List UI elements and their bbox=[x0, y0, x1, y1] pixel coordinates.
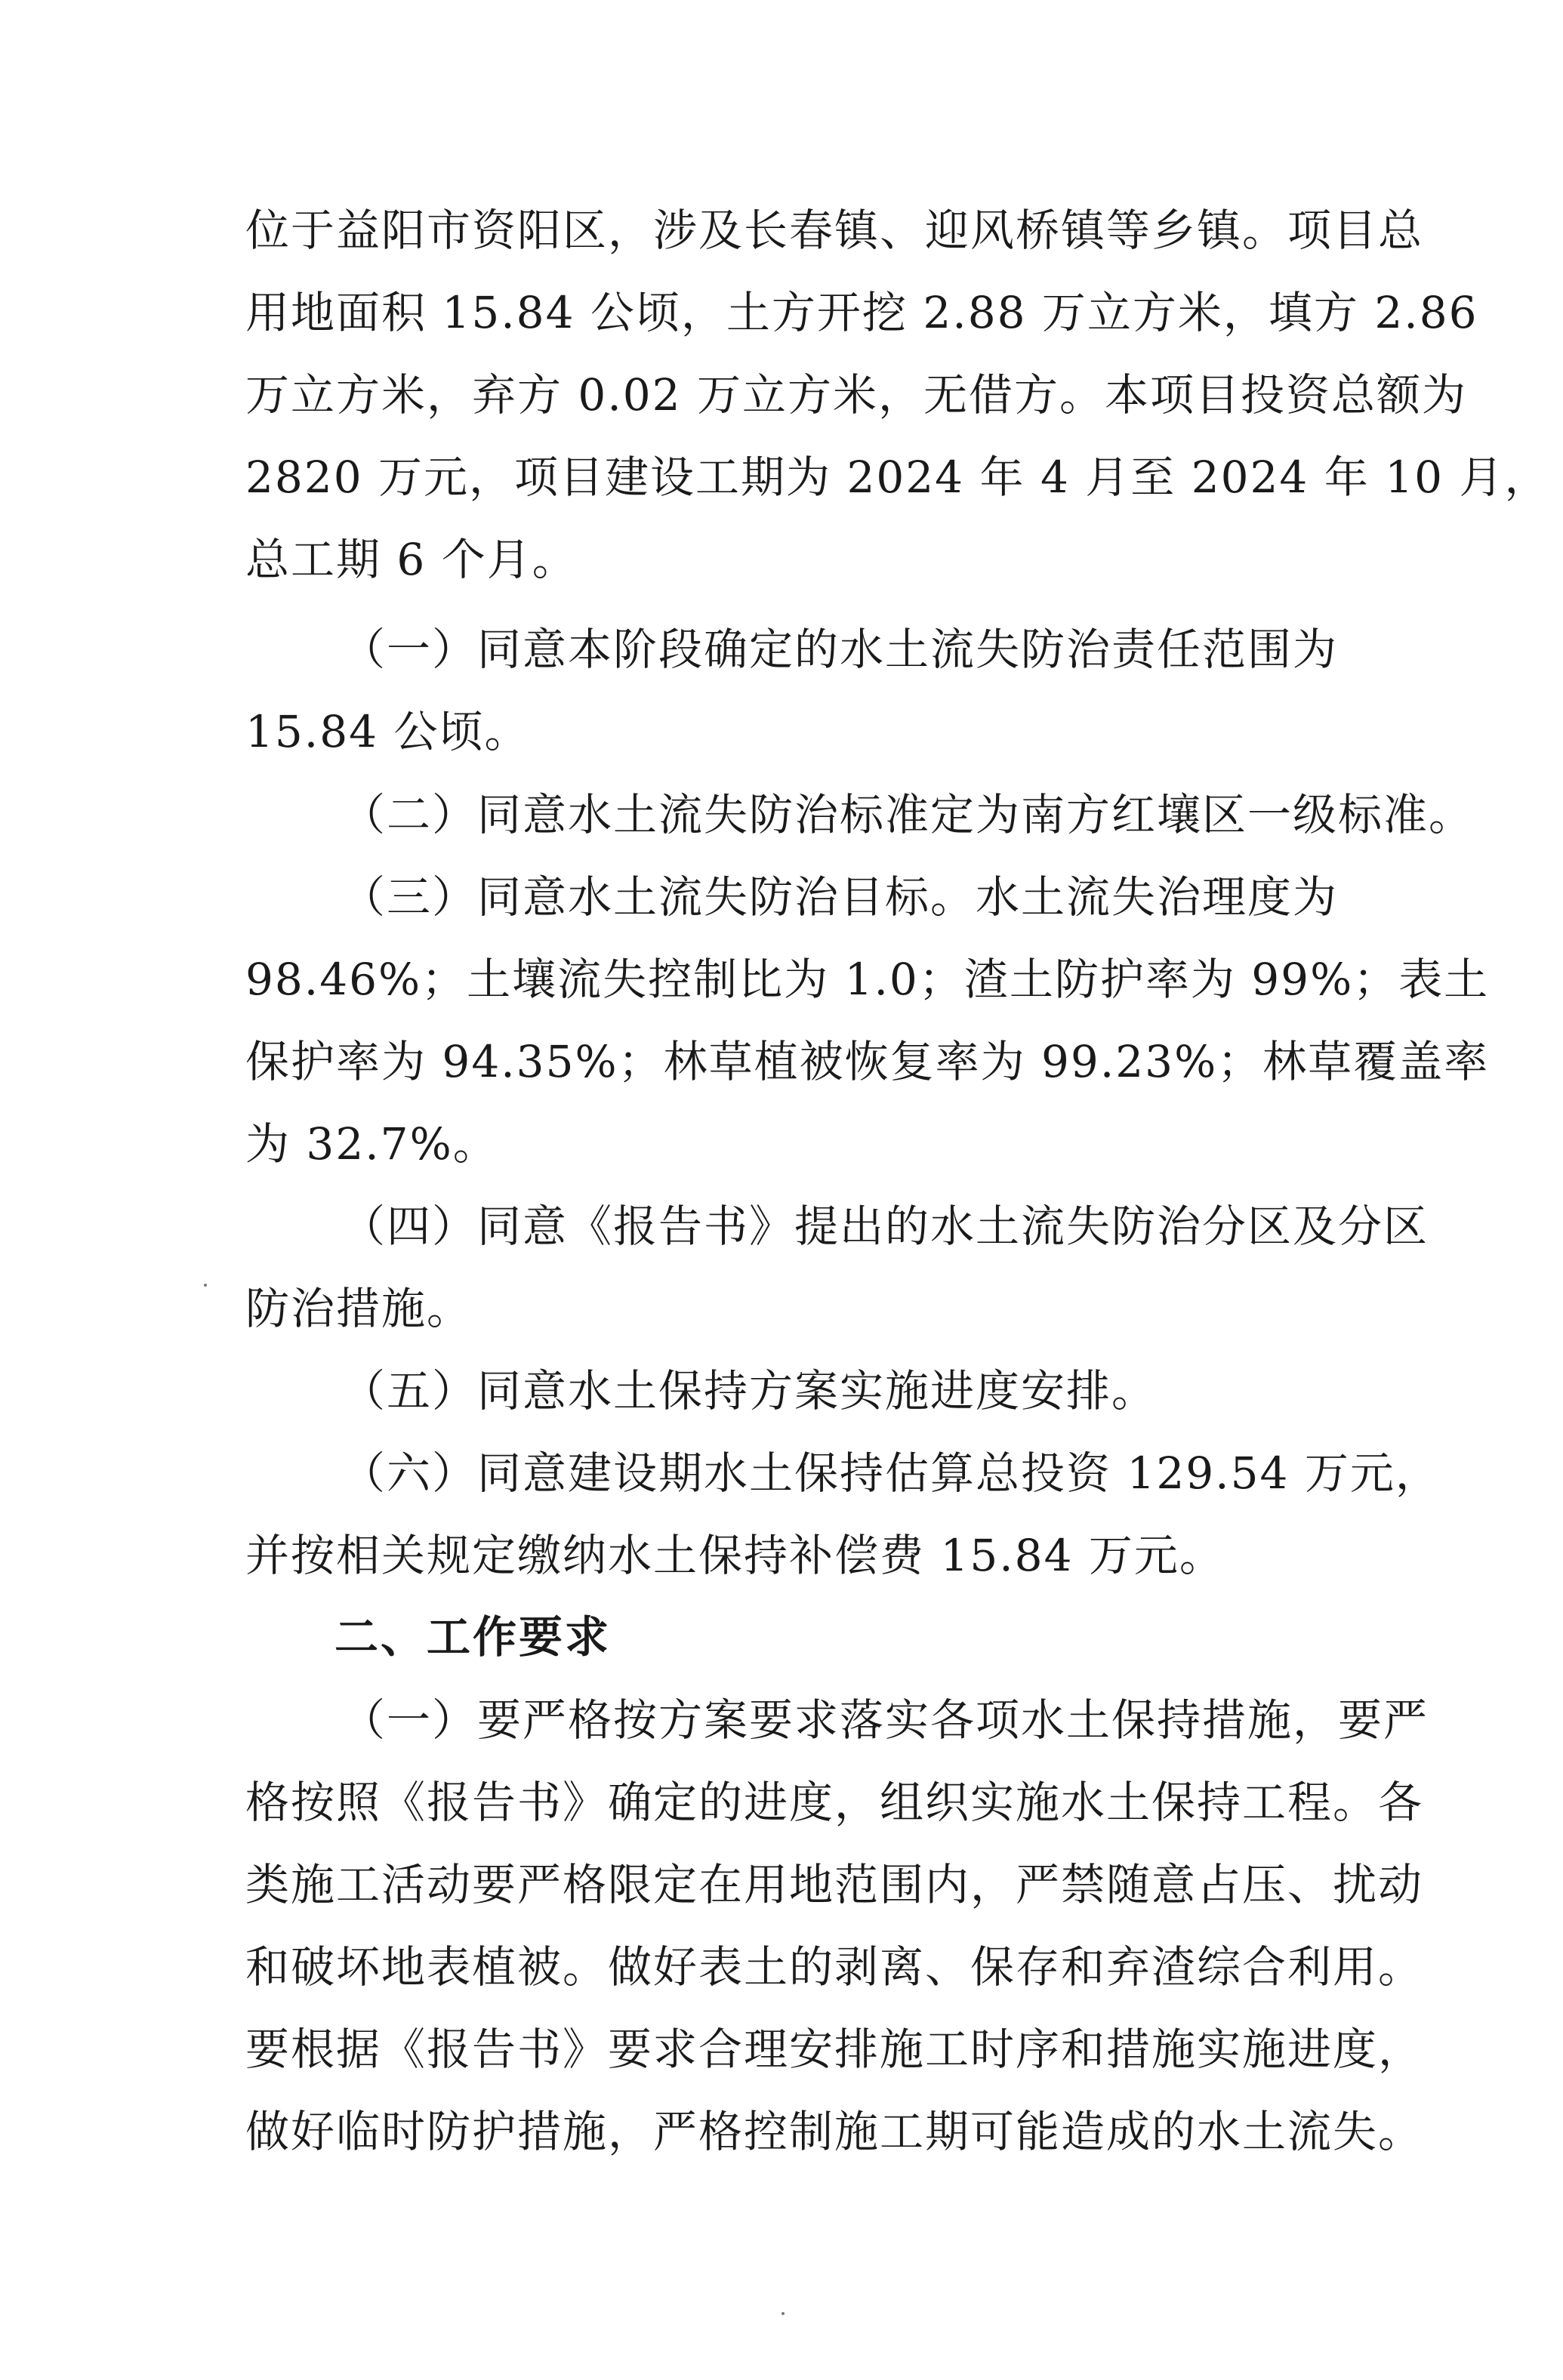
text-line: 要根据《报告书》要求合理安排施工时序和措施实施进度， bbox=[245, 2024, 1424, 2075]
section-heading: 二、工作要求 bbox=[334, 1611, 612, 1663]
text-line: 做好临时防护措施，严格控制施工期可能造成的水土流失。 bbox=[245, 2106, 1424, 2157]
text-line: （二）同意水土流失防治标准定为南方红壤区一级标准。 bbox=[341, 789, 1475, 840]
scan-speck bbox=[204, 1284, 207, 1287]
text-line: 用地面积 15.84 公顷，土方开挖 2.88 万立方米，填方 2.86 bbox=[245, 287, 1478, 338]
text-line: （一）同意本阶段确定的水土流失防治责任范围为 bbox=[341, 624, 1339, 675]
text-line: 防治措施。 bbox=[245, 1283, 473, 1334]
text-line: 万立方米，弃方 0.02 万立方米，无借方。本项目投资总额为 bbox=[245, 369, 1468, 421]
text-line: 类施工活动要严格限定在用地范围内，严禁随意占压、扰动 bbox=[245, 1859, 1424, 1910]
text-line: 15.84 公顷。 bbox=[245, 706, 530, 757]
text-line: 98.46%；土壤流失控制比为 1.0；渣土防护率为 99%；表土 bbox=[245, 954, 1490, 1005]
scan-speck bbox=[782, 2312, 785, 2315]
text-line: 位于益阳市资阳区，涉及长春镇、迎风桥镇等乡镇。项目总 bbox=[245, 205, 1424, 256]
text-line: 为 32.7%。 bbox=[245, 1118, 498, 1170]
text-line: 2820 万元，项目建设工期为 2024 年 4 月至 2024 年 10 月， bbox=[245, 452, 1550, 503]
text-line: （三）同意水土流失防治目标。水土流失治理度为 bbox=[341, 871, 1339, 923]
text-line: （六）同意建设期水土保持估算总投资 129.54 万元， bbox=[341, 1447, 1441, 1499]
text-line: 格按照《报告书》确定的进度，组织实施水土保持工程。各 bbox=[245, 1777, 1424, 1828]
text-line: （四）同意《报告书》提出的水土流失防治分区及分区 bbox=[341, 1201, 1429, 1252]
text-line: （一）要严格按方案要求落实各项水土保持措施，要严 bbox=[341, 1694, 1429, 1746]
text-line: 和破坏地表植被。做好表土的剥离、保存和弃渣综合利用。 bbox=[245, 1941, 1424, 1993]
text-line: 保护率为 94.35%；林草植被恢复率为 99.23%；林草覆盖率 bbox=[245, 1036, 1490, 1087]
text-line: （五）同意水土保持方案实施进度安排。 bbox=[341, 1365, 1158, 1417]
text-line: 并按相关规定缴纳水土保持补偿费 15.84 万元。 bbox=[245, 1530, 1225, 1581]
text-line: 总工期 6 个月。 bbox=[245, 534, 578, 585]
